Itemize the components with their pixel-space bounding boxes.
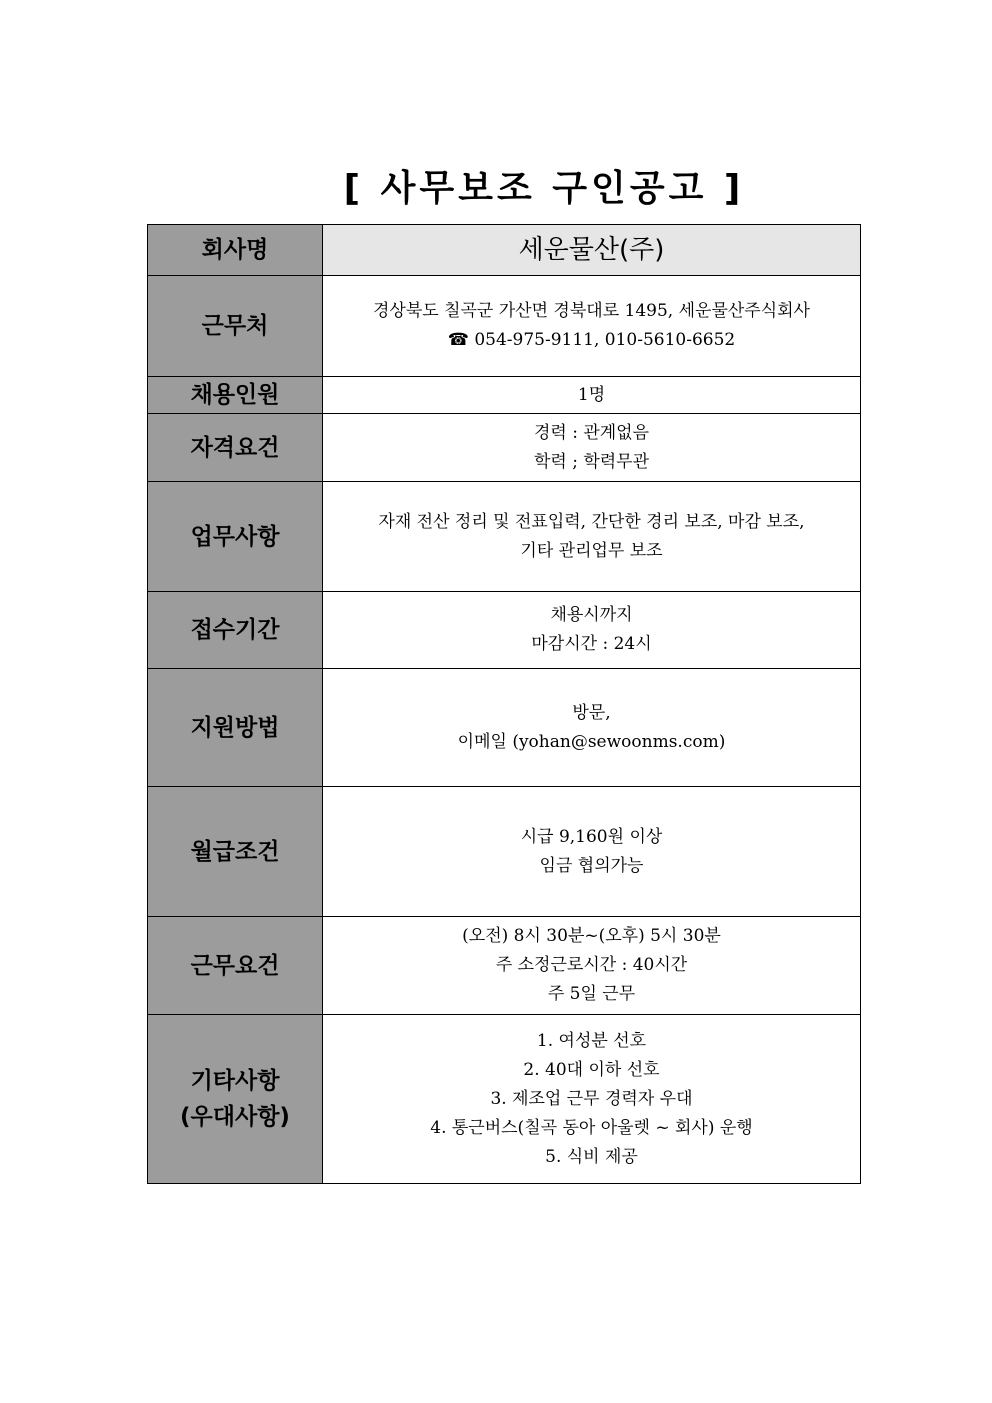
value-qualifications bbox=[323, 414, 861, 482]
label-application-period: 접수기간 bbox=[148, 592, 323, 669]
list-item: 4. 통근버스(칠곡 동아 아울렛 ~ 회사) 운행 bbox=[430, 1117, 753, 1138]
row-company-name bbox=[148, 225, 861, 276]
value-other-notes bbox=[323, 1015, 861, 1184]
row-other-notes bbox=[148, 1015, 861, 1184]
value-salary: 시급 9,160원 이상 임금 협의가능 bbox=[323, 787, 861, 917]
education-requirement: 학력 ; 학력무관 bbox=[533, 451, 650, 472]
value-workplace bbox=[323, 276, 861, 377]
experience-requirement: 경력 : 관계없음 bbox=[533, 422, 650, 443]
row-qualifications bbox=[148, 414, 861, 482]
label-working-conditions: 근무요건 bbox=[148, 917, 323, 1015]
value-working-conditions: (오전) 8시 30분~(오후) 5시 30분 주 소정근로시간 : 40시간 주 5일 근무 bbox=[323, 917, 861, 1015]
list-item: 5. 식비 제공 bbox=[545, 1146, 638, 1167]
label-duties: 업무사항 bbox=[148, 482, 323, 592]
label-qualifications: 자격요건 bbox=[148, 414, 323, 482]
list-item: 3. 제조업 근무 경력자 우대 bbox=[490, 1088, 693, 1109]
list-item: 2. 40대 이하 선호 bbox=[523, 1059, 660, 1080]
label-other-notes: 기타사항 (우대사항) bbox=[148, 1015, 323, 1184]
label-application-method: 지원방법 bbox=[148, 669, 323, 787]
value-application-method: 방문, 이메일 (yohan@sewoonms.com) bbox=[323, 669, 861, 787]
label-salary: 월급조건 bbox=[148, 787, 323, 917]
row-duties bbox=[148, 482, 861, 592]
workplace-address: 경상북도 칠곡군 가산면 경북대로 1495, 세운물산주식회사 bbox=[373, 301, 810, 321]
row-headcount bbox=[148, 377, 861, 414]
page-title: [ 사무보조 구인공고 ] bbox=[343, 168, 745, 209]
value-headcount: 1명 bbox=[323, 377, 861, 414]
value-company-name: 세운물산(주) bbox=[323, 225, 861, 276]
row-workplace bbox=[148, 276, 861, 377]
workplace-phone: ☎ 054-975-9111, 010-5610-6652 bbox=[447, 330, 736, 350]
row-application-method bbox=[148, 669, 861, 787]
row-application-period bbox=[148, 592, 861, 669]
row-salary bbox=[148, 787, 861, 917]
value-duties: 자재 전산 정리 및 전표입력, 간단한 경리 보조, 마감 보조, 기타 관리업무 보조 bbox=[323, 482, 861, 592]
label-headcount: 채용인원 bbox=[148, 377, 323, 414]
contact-email: 이메일 (yohan@sewoonms.com) bbox=[457, 731, 726, 752]
job-posting-table bbox=[147, 224, 861, 1184]
row-working-conditions bbox=[148, 917, 861, 1015]
value-application-period: 채용시까지 마감시간 : 24시 bbox=[323, 592, 861, 669]
label-company-name: 회사명 bbox=[148, 225, 323, 276]
list-item: 1. 여성분 선호 bbox=[536, 1030, 647, 1051]
label-workplace: 근무처 bbox=[148, 276, 323, 377]
